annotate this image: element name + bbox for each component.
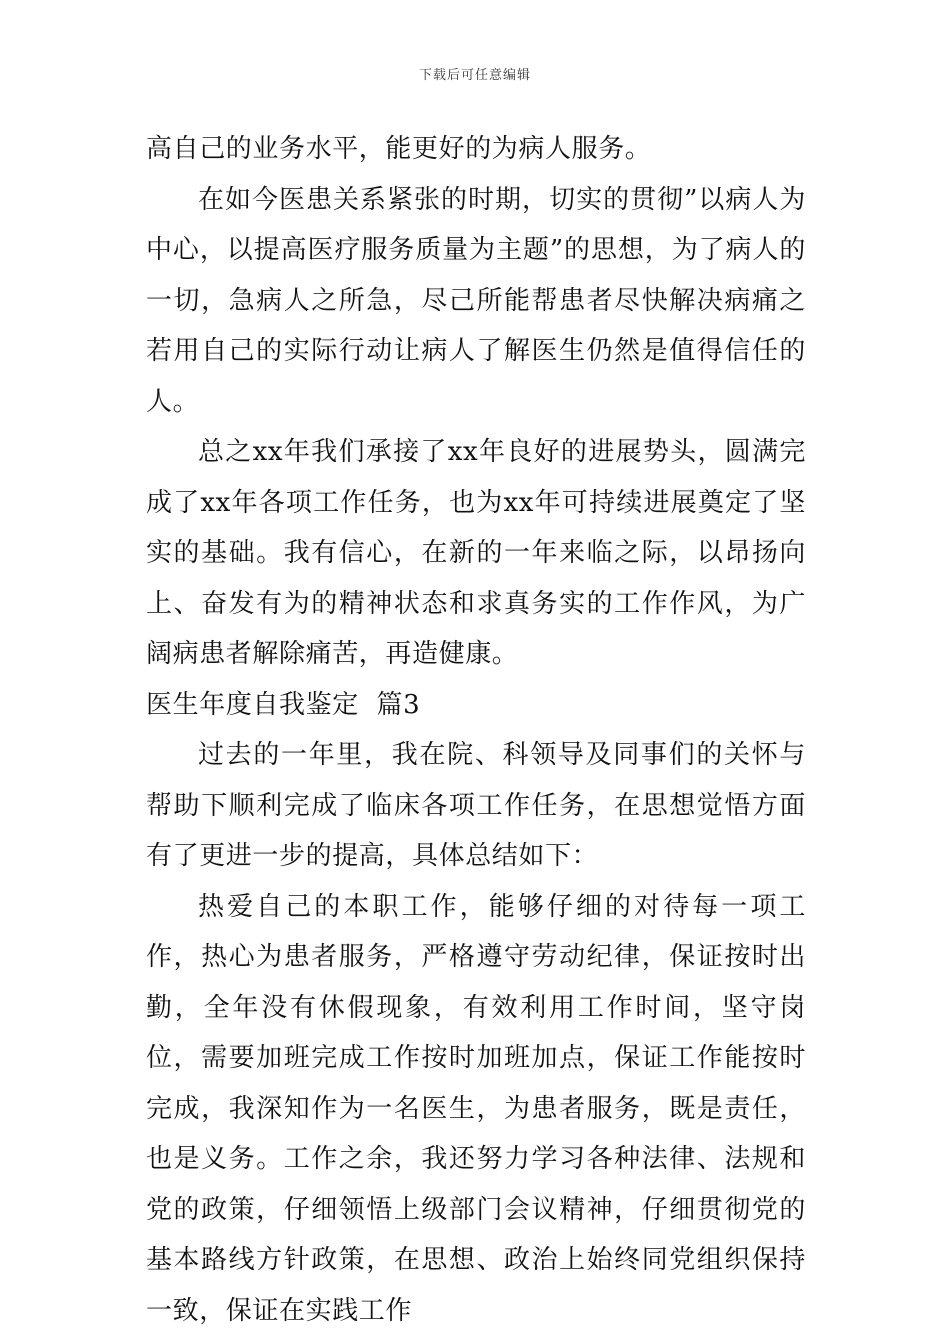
- document-body: [146, 124, 806, 1336]
- paragraph: 在如今医患关系紧张的时期，切实的贯彻”以病人为中心，以提高医疗服务质量为主题”的思想，为了病人的一切，急病人之所急，尽己所能帮患者尽快解决病痛之若用自己的实际行动让病人了解医生仍然是值得信任的人。: [146, 184, 806, 417]
- page-header: 下载后可任意编辑: [418, 68, 531, 83]
- paragraph: 总之xx年我们承接了xx年良好的进展势头，圆满完成了xx年各项工作任务，也为xx年可持续进展奠定了坚实的基础。我有信心，在新的一年来临之际，以昂扬向上、奋发有为的精神状态和求真务实的工作作风，为广阔病患者解除痛苦，再造健康。: [146, 437, 806, 669]
- paragraph: 高自己的业务水平，能更好的为病人服务。: [146, 134, 652, 164]
- paragraph: 过去的一年里，我在院、科领导及同事们的关怀与帮助下顺利完成了临床各项工作任务，在思想觉悟方面有了更进一步的提高，具体总结如下：: [146, 740, 806, 871]
- section-heading: 医生年度自我鉴定 篇3: [146, 689, 421, 720]
- paragraph: 热爱自己的本职工作，能够仔细的对待每一项工作，热心为患者服务，严格遵守劳动纪律，保证按时出勤，全年没有休假现象，有效利用工作时间，坚守岗位，需要加班完成工作按时加班加点，保证工作能按时完成，我深知作为一名医生，为患者服务，既是责任，也是义务。工作之余，我还努力学习各种法律、法规和党的政策，仔细领悟上级部门会议精神，仔细贯彻党的基本路线方针政策，在思想、政治上始终同党组织保持一致，保证在实践工作: [146, 891, 806, 1326]
